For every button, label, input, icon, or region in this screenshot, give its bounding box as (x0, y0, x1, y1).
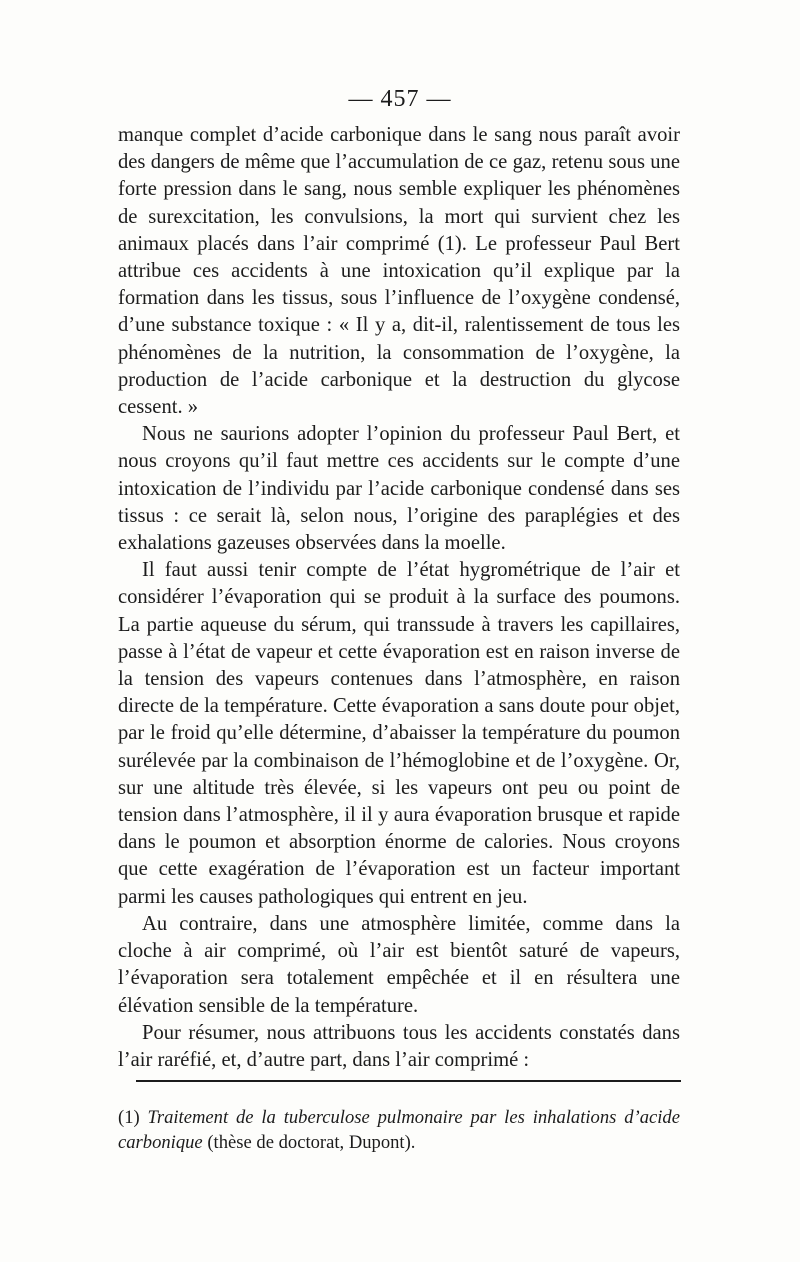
page-number: — 457 — (348, 86, 452, 112)
footnote-title: Traitement de la tuberculose pulmonaire par les inhalations d’acide carbonique (118, 1107, 680, 1153)
paragraph-paul-bert: Nous ne saurions adopter l’opinion du professeur Paul Bert, et nous croyons qu’il faut mettre ces accidents sur le compte d’une intoxication de l’individu par l’acide carbonique condensé dans ses tissus : ce serait là, selon nous, l’origine des paraplégies et des exhalations gazeuses observées dans la moelle. (118, 423, 680, 555)
paragraph-hygrometric: Il faut aussi tenir compte de l’état hygrométrique de l’air et considérer l’évaporation qui se produit à la surface des poumons. La partie aqueuse du sérum, qui transsude à travers les capillaires, passe à l’état de vapeur et cette évaporation est en raison inverse de la tension des vapeurs contenues dans l’atmosphère, en raison directe de la température. Cette évaporation a sans doute pour objet, par le froid qu’elle détermine, d’abaisser la température du poumon surélevée par la combinaison de l’hémoglobine et de l’oxygène. Or, sur une altitude très élevée, si les vapeurs ont peu ou point de tension dans l’atmosphère, il il y aura évaporation brusque et rapide dans le poumon et absorption énorme de calories. Nous croyons que cette exagération de l’évaporation est un facteur important parmi les causes pathologiques qui entrent en jeu. (118, 559, 680, 908)
footnote (118, 1105, 680, 1155)
paragraph-summary: Pour résumer, nous attribuons tous les accidents constatés dans l’air raréfié, et, d’autre part, dans l’air comprimé : (118, 1021, 680, 1071)
body-text (118, 122, 680, 1074)
footnote-rest: (thèse de doctorat, Dupont). (207, 1132, 416, 1153)
paragraph-continued: manque complet d’acide carbonique dans le sang nous paraît avoir des dangers de même que l’accumulation de ce gaz, retenu sous une forte pression dans le sang, nous semble expliquer les phénomènes de surexcitation, les convulsions, la mort qui survient chez les animaux placés dans l’air comprimé (1). Le professeur Paul Bert attribue ces accidents à une intoxication qu’il explique par la formation dans les tissus, sous l’influence de l’oxygène condensé, d’une substance toxique : « Il y a, dit-il, ralentissement de tous les phénomènes de la nutrition, la consommation de l’oxygène, la production de l’acide carbonique et la destruction du glycose cessent. » (118, 124, 680, 419)
footnote-mark: (1) (118, 1107, 140, 1128)
footnote-divider (136, 1080, 681, 1082)
paragraph-contrary: Au contraire, dans une atmosphère limitée, comme dans la cloche à air comprimé, où l’air est bientôt saturé de vapeurs, l’évaporation sera totalement empêchée et il en résultera une élévation sensible de la température. (118, 912, 680, 1017)
